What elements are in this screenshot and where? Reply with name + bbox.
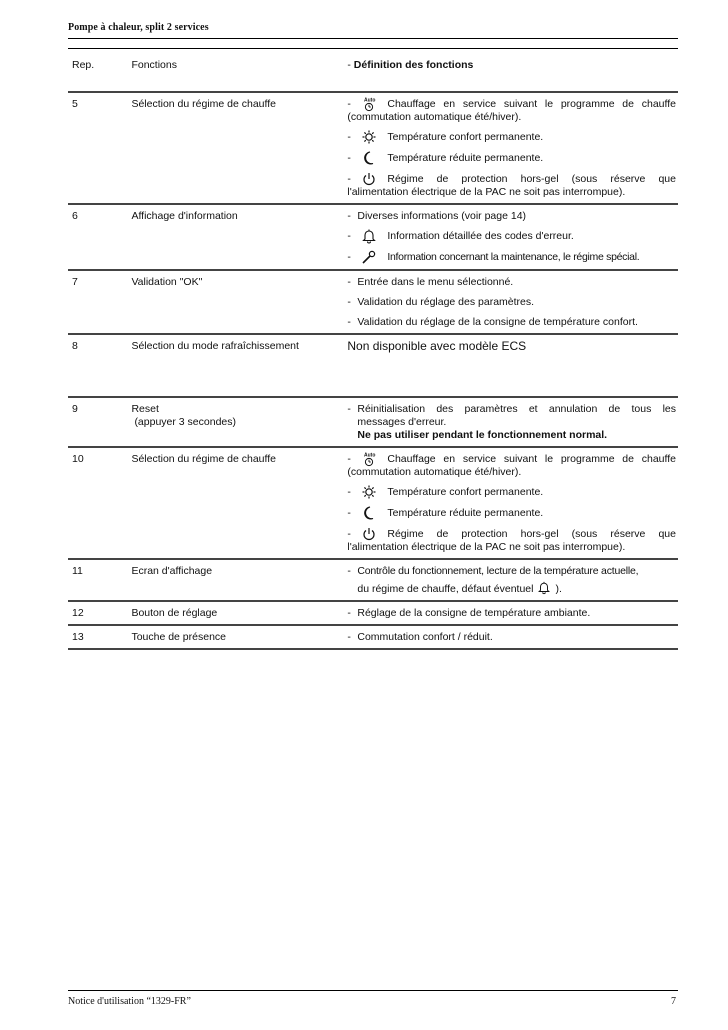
row-rep: 10 [68, 447, 131, 559]
definition-item: - Commutation confort / réduit. [347, 631, 493, 643]
definition-item: - Chauffage en service suivant le programme de chauffe (commutation automatique été/hiver). [347, 453, 676, 478]
definition-item: - Température confort permanente. [347, 131, 544, 143]
row-fonction: Sélection du régime de chauffe [131, 447, 347, 559]
reset-hint: (appuyer 3 secondes) [134, 416, 236, 428]
document-header-title: Pompe à chaleur, split 2 services [68, 22, 209, 33]
sun-icon [361, 486, 377, 500]
definition-item: - Entrée dans le menu sélectionné. [347, 276, 514, 288]
definition-item: - Information concernant la maintenance, le régime spécial. [347, 251, 640, 263]
table-row [68, 92, 678, 204]
column-header-fonctions: Fonctions [131, 53, 347, 92]
row-fonction: Bouton de réglage [131, 601, 347, 625]
row-fonction: Validation "OK" [131, 270, 347, 334]
power-icon [361, 173, 377, 187]
definition-item: - Réglage de la consigne de température ambiante. [347, 607, 591, 619]
warning-text: Ne pas utiliser pendant le fonctionnement normal. [357, 429, 608, 441]
table-row [68, 397, 678, 447]
wrench-icon [361, 251, 377, 265]
sun-icon [361, 131, 377, 145]
row-fonction [131, 397, 347, 447]
functions-table [68, 53, 678, 650]
definition-item: - Température confort permanente. [347, 486, 544, 498]
bell-icon [537, 581, 551, 595]
definition-item: - Régime de protection hors-gel (sous réserve que l'alimentation électrique de la PAC ne soit pas interrompue). [347, 173, 676, 198]
row-definition [347, 397, 678, 447]
row-fonction: Sélection du mode rafraîchissement [131, 334, 347, 397]
moon-icon [361, 152, 377, 166]
definition-item: - Validation du réglage de la consigne de température confort. [347, 316, 638, 328]
row-definition [347, 601, 678, 625]
row-rep: 5 [68, 92, 131, 204]
row-fonction: Sélection du régime de chauffe [131, 92, 347, 204]
definition-item: - Réinitialisation des paramètres et annulation de tous les messages d'erreur. Ne pas utiliser pendant le fonctionnement normal. [347, 403, 676, 441]
header-rule [68, 38, 678, 39]
table-row [68, 625, 678, 649]
moon-icon [361, 507, 377, 521]
table-row [68, 334, 678, 397]
row-rep: 12 [68, 601, 131, 625]
footer-rule [68, 990, 678, 991]
bell-icon [361, 230, 377, 244]
row-definition [347, 270, 678, 334]
table-row [68, 559, 678, 601]
column-header-rep: Rep. [68, 53, 131, 92]
auto-clock-icon [361, 98, 377, 112]
definition-item: - Régime de protection hors-gel (sous réserve que l'alimentation électrique de la PAC ne soit pas interrompue). [347, 528, 676, 553]
row-definition [347, 625, 678, 649]
page-number: 7 [671, 996, 676, 1007]
row-rep: 8 [68, 334, 131, 397]
row-fonction: Affichage d'information [131, 204, 347, 270]
auto-clock-icon [361, 453, 377, 467]
table-header-row [68, 53, 678, 92]
table-row [68, 447, 678, 559]
row-definition [347, 447, 678, 559]
definition-item: - Information détaillée des codes d'erreur. [347, 230, 574, 242]
definition-item: - Diverses informations (voir page 14) [347, 210, 527, 222]
row-definition [347, 204, 678, 270]
row-rep: 9 [68, 397, 131, 447]
row-rep: 7 [68, 270, 131, 334]
table-row [68, 601, 678, 625]
definition-item: - Chauffage en service suivant le programme de chauffe (commutation automatique été/hiver). [347, 98, 676, 123]
row-rep: 13 [68, 625, 131, 649]
table-row [68, 204, 678, 270]
table-top-rule [68, 48, 678, 49]
row-definition [347, 559, 678, 601]
column-header-definition: - Définition des fonctions [347, 53, 678, 92]
row-note-not-available: Non disponible avec modèle ECS [347, 334, 678, 397]
reset-label: Reset [131, 403, 159, 415]
footer-document-reference: Notice d'utilisation “1329-FR” [68, 996, 191, 1007]
row-rep: 6 [68, 204, 131, 270]
definition-item: - Température réduite permanente. [347, 507, 544, 519]
row-definition [347, 92, 678, 204]
row-fonction: Touche de présence [131, 625, 347, 649]
definition-item: - Validation du réglage des paramètres. [347, 296, 535, 308]
definition-item: - Température réduite permanente. [347, 152, 544, 164]
power-icon [361, 528, 377, 542]
row-fonction: Ecran d'affichage [131, 559, 347, 601]
definition-item: - Contrôle du fonctionnement, lecture de la température actuelle, du régime de chauffe, défaut éventuel ). [347, 565, 639, 595]
row-rep: 11 [68, 559, 131, 601]
table-row [68, 270, 678, 334]
